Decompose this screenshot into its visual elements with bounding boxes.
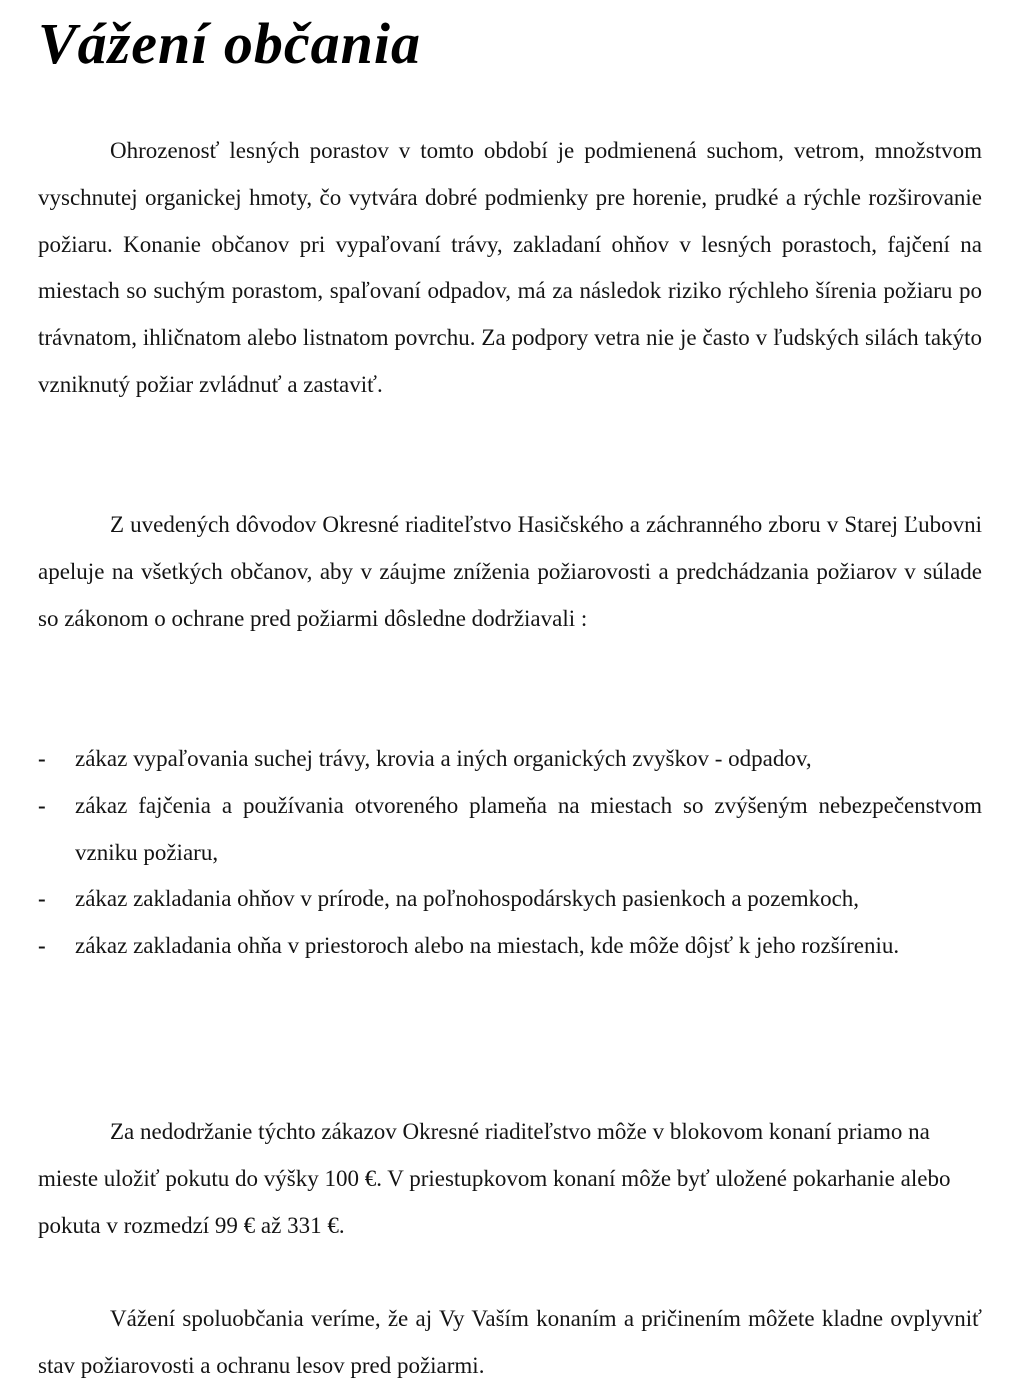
document-title: Vážení občania bbox=[38, 11, 421, 76]
list-item-text: zákaz zakladania ohňa v priestoroch alebo na miestach, kde môže dôjsť k jeho rozšíreniu. bbox=[75, 933, 900, 959]
list-item-text: zákaz zakladania ohňov v prírode, na poľnohospodárskych pasienkoch a pozemkoch, bbox=[75, 886, 860, 912]
paragraph-appeal: Z uvedených dôvodov Okresné riaditeľstvo Hasičského a záchranného zboru v Starej Ľubovni apeluje na všetkých občanov, aby v záujme zníženia požiarovosti a predchádzania požiarov v súlade so zákonom o ochrane pred požiarmi dôsledne dodržiavali : bbox=[38, 512, 982, 631]
bullet-dash: - bbox=[38, 792, 46, 818]
bullet-dash: - bbox=[38, 933, 46, 959]
list-item-text: zákaz fajčenia a používania otvoreného plameňa na miestach so zvýšeným nebezpečenstvom vzniku požiaru, bbox=[75, 792, 982, 865]
prohibitions-list bbox=[38, 736, 982, 970]
bullet-dash: - bbox=[38, 746, 46, 771]
list-item bbox=[38, 783, 982, 877]
list-item bbox=[38, 876, 982, 923]
list-item-text: zákaz vypaľovania suchej trávy, krovia a iných organických zvyškov - odpadov, bbox=[75, 746, 812, 771]
bullet-dash: - bbox=[38, 886, 46, 912]
list-item bbox=[38, 736, 982, 783]
paragraph-closing: Vážení spoluobčania veríme, že aj Vy Vaším konaním a pričinením môžete kladne ovplyvniť stav požiarovosti a ochranu lesov pred požiarmi. bbox=[38, 1306, 982, 1378]
list-item bbox=[38, 923, 982, 970]
paragraph-penalties: Za nedodržanie týchto zákazov Okresné riaditeľstvo môže v blokovom konaní priamo na mieste uložiť pokutu do výšky 100 €. V priestupkovom konaní môže byť uložené pokarhanie alebo pokuta v rozmedzí 99 € až 331 €. bbox=[38, 1119, 951, 1238]
paragraph-fire-risk: Ohrozenosť lesných porastov v tomto období je podmienená suchom, vetrom, množstvom vyschnutej organickej hmoty, čo vytvára dobré podmienky pre horenie, prudké a rýchle rozširovanie požiaru. Konanie občanov pri vypaľovaní trávy, zakladaní ohňov v lesných porastoch, fajčení na miestach so suchým porastom, spaľovaní odpadov, má za následok riziko rýchleho šírenia požiaru po trávnatom, ihličnatom alebo listnatom povrchu. Za podpory vetra nie je často v ľudských silách takýto vzniknutý požiar zvládnuť a zastaviť. bbox=[38, 138, 982, 397]
